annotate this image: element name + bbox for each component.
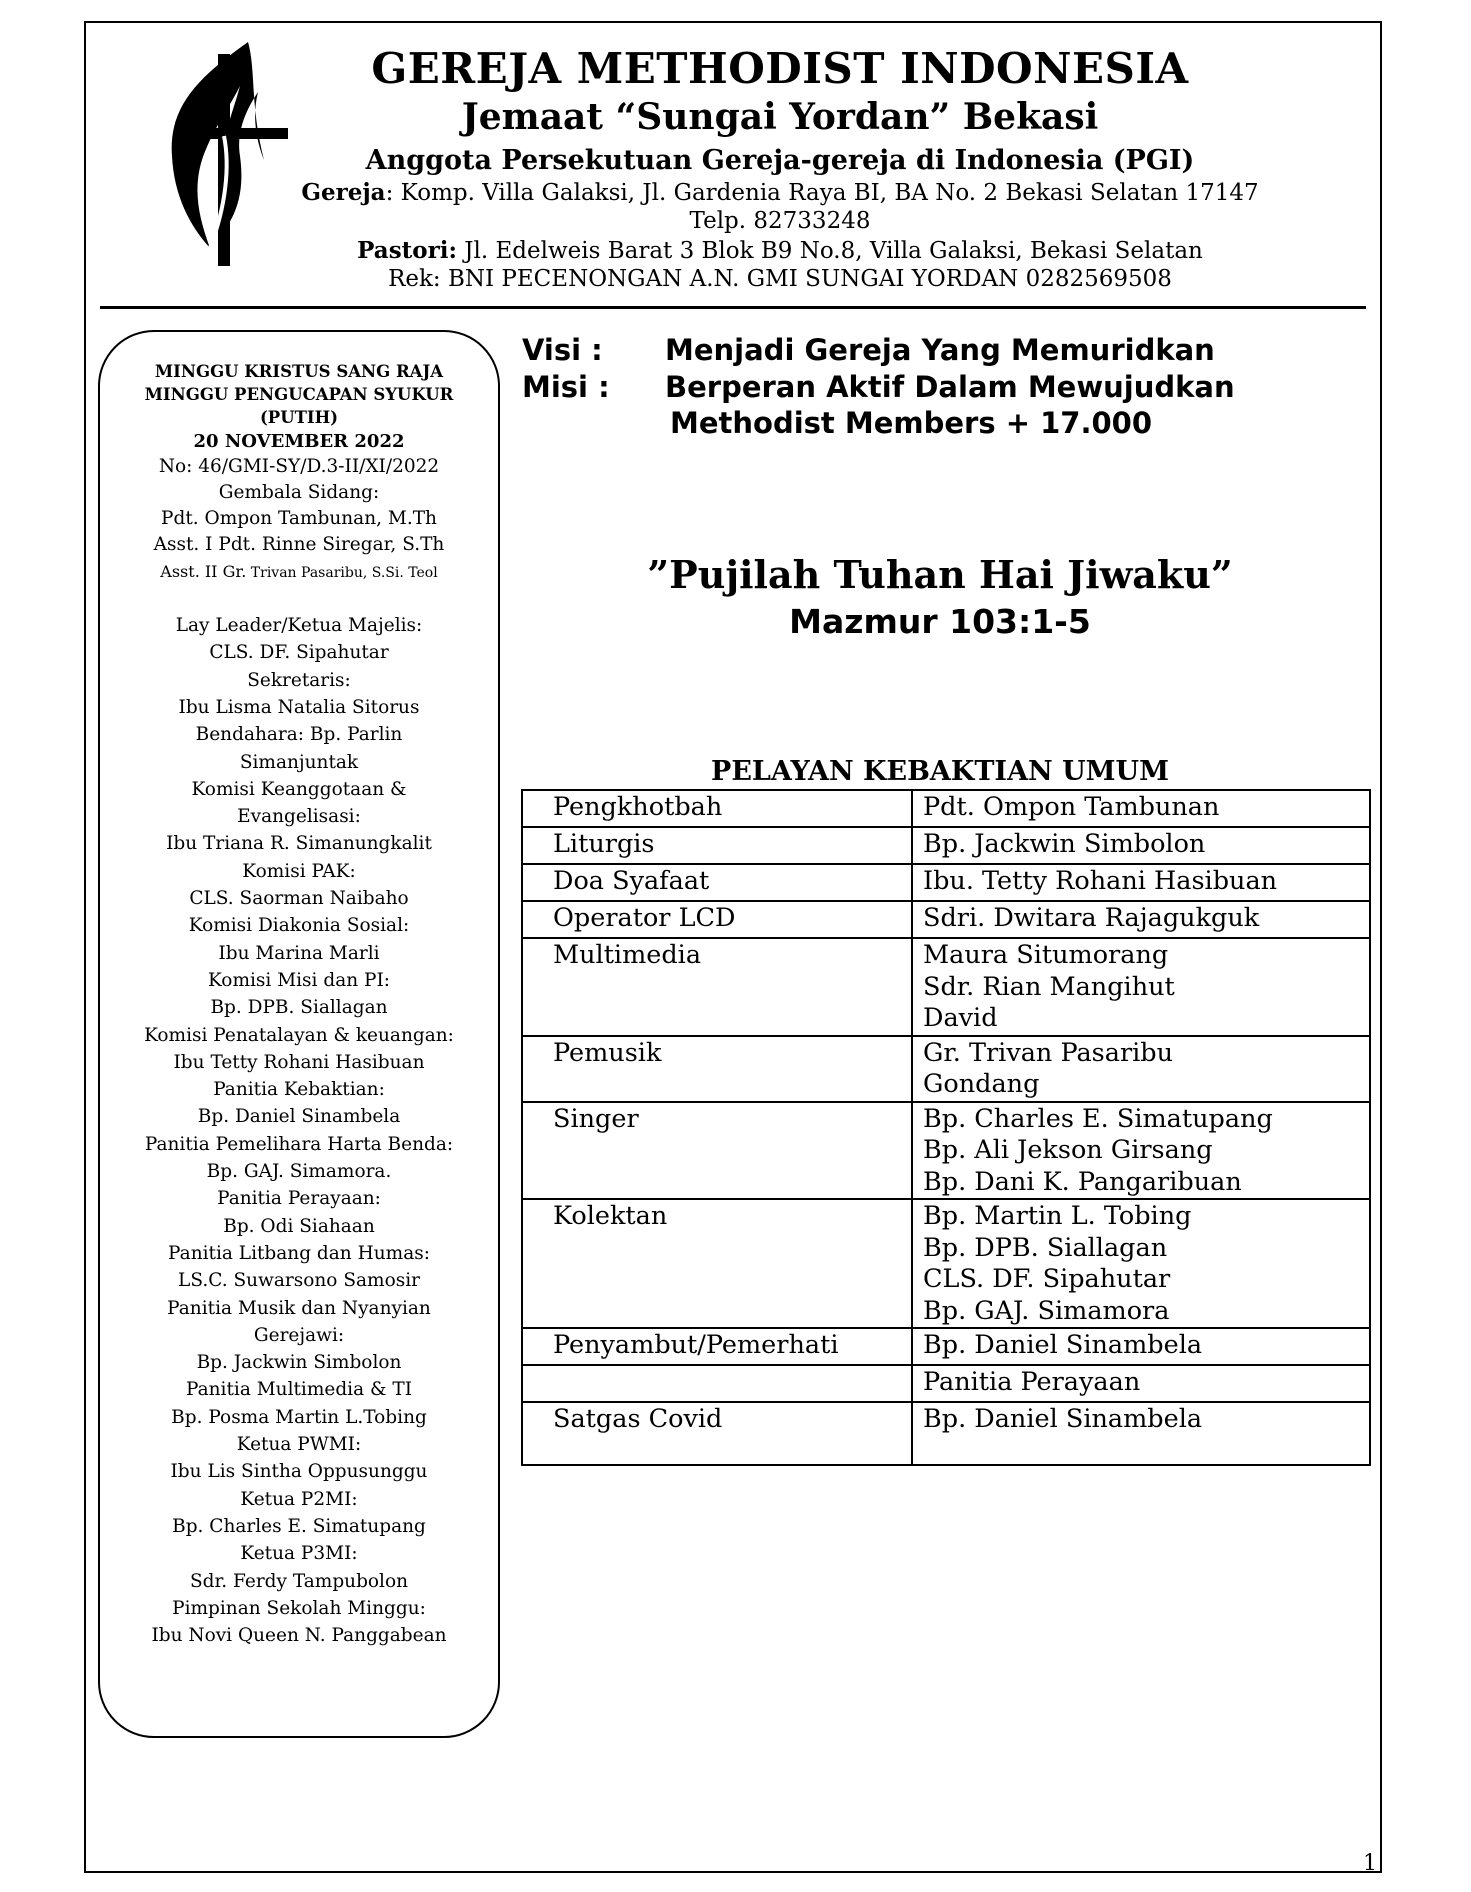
sidebar-staff-line: Komisi Diakonia Sosial: xyxy=(188,915,410,937)
bank-account: Rek: BNI PECENONGAN A.N. GMI SUNGAI YORDAN 0282569508 xyxy=(388,266,1172,292)
service-row xyxy=(522,864,1370,901)
sidebar-staff-line: Pimpinan Sekolah Minggu: xyxy=(172,1597,426,1619)
misi-label: Misi : xyxy=(522,370,610,404)
service-name: Panitia Perayaan xyxy=(923,1367,1141,1397)
sidebar-staff-line: Panitia Litbang dan Humas: xyxy=(168,1242,430,1264)
sidebar-date: 20 NOVEMBER 2022 xyxy=(193,431,405,452)
sidebar-staff-line: Ibu Lisma Natalia Sitorus xyxy=(178,696,420,718)
sidebar-staff-line: Bp. Daniel Sinambela xyxy=(197,1106,401,1128)
sidebar-staff-line: Panitia Perayaan: xyxy=(217,1188,381,1210)
service-name: Maura Situmorang xyxy=(923,940,1169,970)
sidebar-staff-line: Gerejawi: xyxy=(253,1324,345,1346)
sidebar-asst2-name: Trivan Pasaribu, S.Si. Teol xyxy=(246,565,438,581)
church-address-text: : Komp. Villa Galaksi, Jl. Gardenia Raya BI, BA No. 2 Bekasi Selatan 17147 xyxy=(385,180,1259,206)
sidebar-staff-line: CLS. DF. Sipahutar xyxy=(209,642,389,664)
service-role: Satgas Covid xyxy=(522,1402,912,1465)
congregation-name: Jemaat “Sungai Yordan” Bekasi xyxy=(461,96,1099,138)
service-row xyxy=(522,790,1370,827)
membership-line: Anggota Persekutuan Gereja-gereja di Indonesia (PGI) xyxy=(365,145,1195,176)
header-divider xyxy=(100,306,1366,309)
sidebar-asst2-label: Asst. II Gr. xyxy=(160,562,247,581)
sidebar-staff-line: Ketua P2MI: xyxy=(240,1488,358,1510)
sidebar-staff-line: Bp. Posma Martin L.Tobing xyxy=(171,1406,427,1428)
service-names xyxy=(912,1102,1370,1200)
service-row xyxy=(522,1199,1370,1328)
sidebar-staff-line: Panitia Pemelihara Harta Benda: xyxy=(144,1133,454,1155)
service-name: Sdr. Rian Mangihut xyxy=(923,971,1175,1002)
service-table-title: PELAYAN KEBAKTIAN UMUM xyxy=(711,756,1169,787)
sidebar-number: No: 46/GMI-SY/D.3-II/XI/2022 xyxy=(158,456,440,477)
service-names xyxy=(912,1365,1370,1402)
sidebar-staff-line: CLS. Saorman Naibaho xyxy=(189,888,409,909)
church-label: Gereja xyxy=(301,179,386,206)
service-name: Bp. Daniel Sinambela xyxy=(923,1404,1203,1434)
service-row xyxy=(522,1102,1370,1200)
sidebar-line: Asst. I Pdt. Rinne Siregar, S.Th xyxy=(153,534,445,555)
service-role: Pengkhotbah xyxy=(522,790,912,827)
service-name: Pdt. Ompon Tambunan xyxy=(923,792,1220,822)
sidebar-staff-line: Ibu Novi Queen N. Panggabean xyxy=(151,1625,447,1647)
service-names xyxy=(912,1328,1370,1365)
sidebar-staff-line: Ketua P3MI: xyxy=(240,1543,358,1565)
sidebar-staff-line: Komisi Keanggotaan & xyxy=(191,778,407,800)
service-role: Multimedia xyxy=(522,938,912,1036)
sidebar-staff-line: Lay Leader/Ketua Majelis: xyxy=(175,615,423,636)
sidebar-staff-line: LS.C. Suwarsono Samosir xyxy=(178,1270,420,1292)
service-row xyxy=(522,827,1370,864)
service-names xyxy=(912,864,1370,901)
service-role: Doa Syafaat xyxy=(522,864,912,901)
service-name: Sdri. Dwitara Rajagukguk xyxy=(923,903,1260,933)
service-row xyxy=(522,901,1370,938)
service-name: Bp. Dani K. Pangaribuan xyxy=(923,1166,1242,1197)
service-row xyxy=(522,938,1370,1036)
service-names xyxy=(912,1402,1370,1465)
service-names xyxy=(912,1036,1370,1102)
service-names xyxy=(912,938,1370,1036)
service-names xyxy=(912,790,1370,827)
misi-text-1: Berperan Aktif Dalam Mewujudkan xyxy=(665,370,1235,404)
sidebar-staff-line: Ketua PWMI: xyxy=(236,1434,362,1455)
sidebar-staff-line: Simanjuntak xyxy=(239,751,359,773)
sidebar-staff-line: Ibu Triana R. Simanungkalit xyxy=(166,833,432,855)
service-names xyxy=(912,1199,1370,1328)
service-name: CLS. DF. Sipahutar xyxy=(923,1264,1171,1294)
service-row xyxy=(522,1402,1370,1465)
service-table xyxy=(521,789,1371,1466)
sidebar-staff-line: Komisi Penatalayan & keuangan: xyxy=(144,1024,454,1046)
phone: Telp. 82733248 xyxy=(689,208,871,234)
sidebar-staff-line: Bendahara: Bp. Parlin xyxy=(195,724,403,746)
service-row xyxy=(522,1328,1370,1365)
service-role: Penyambut/Pemerhati xyxy=(522,1328,912,1365)
service-row xyxy=(522,1365,1370,1402)
sidebar-staff-line: Bp. Odi Siahaan xyxy=(223,1215,375,1237)
service-name: Gondang xyxy=(923,1069,1040,1099)
bible-verse: Mazmur 103:1-5 xyxy=(789,602,1091,641)
service-role: Operator LCD xyxy=(522,901,912,938)
church-title: GEREJA METHODIST INDONESIA xyxy=(371,44,1189,93)
service-name: Gr. Trivan Pasaribu xyxy=(923,1037,1174,1068)
service-name: Bp. DPB. Siallagan xyxy=(923,1232,1168,1263)
sidebar-staff-line: Panitia Musik dan Nyanyian xyxy=(167,1297,431,1319)
service-name: David xyxy=(923,1003,998,1033)
service-role: Liturgis xyxy=(522,827,912,864)
sidebar-asst2 xyxy=(98,562,500,581)
service-role xyxy=(522,1365,912,1402)
service-role: Singer xyxy=(522,1102,912,1200)
sidebar-staff-line: Evangelisasi: xyxy=(237,806,361,828)
sidebar-staff-line: Ibu Marina Marli xyxy=(218,942,380,964)
visi-text: Menjadi Gereja Yang Memuridkan xyxy=(665,333,1215,367)
sidebar-staff-line: Ibu Tetty Rohani Hasibuan xyxy=(173,1051,425,1073)
sidebar-staff-line: Ibu Lis Sintha Oppusunggu xyxy=(170,1461,428,1483)
sidebar-line: Pdt. Ompon Tambunan, M.Th xyxy=(161,508,437,529)
parsonage-label: Pastori: xyxy=(357,237,457,264)
sidebar-heading-3: (PUTIH) xyxy=(260,408,338,427)
church-address xyxy=(240,179,1320,206)
sidebar-staff-line: Panitia Kebaktian: xyxy=(213,1079,385,1101)
misi-text-2: Methodist Members + 17.000 xyxy=(670,406,1153,440)
service-row xyxy=(522,1036,1370,1102)
service-name: Bp. Charles E. Simatupang xyxy=(923,1103,1273,1134)
sidebar-staff-line: Bp. DPB. Siallagan xyxy=(210,997,388,1019)
service-names xyxy=(912,901,1370,938)
sermon-theme: ”Pujilah Tuhan Hai Jiwaku” xyxy=(647,552,1233,597)
service-name: Ibu. Tetty Rohani Hasibuan xyxy=(923,866,1278,896)
sidebar-staff-line: Sdr. Ferdy Tampubolon xyxy=(189,1570,409,1592)
sidebar-staff-line: Komisi Misi dan PI: xyxy=(207,969,391,991)
service-name: Bp. Martin L. Tobing xyxy=(923,1201,1192,1231)
sidebar-staff-line: Bp. GAJ. Simamora. xyxy=(206,1161,392,1182)
service-name: Bp. GAJ. Simamora xyxy=(923,1295,1170,1326)
sidebar-staff-line: Bp. Charles E. Simatupang xyxy=(172,1515,426,1537)
sidebar-staff-line: Bp. Jackwin Simbolon xyxy=(196,1352,402,1374)
sidebar-staff-line: Komisi PAK: xyxy=(242,860,356,882)
page-number: 1 xyxy=(1363,1851,1377,1876)
parsonage-address-text: Jl. Edelweis Barat 3 Blok B9 No.8, Villa Galaksi, Bekasi Selatan xyxy=(456,238,1203,264)
service-name: Bp. Jackwin Simbolon xyxy=(923,829,1206,859)
service-name: Bp. Ali Jekson Girsang xyxy=(923,1135,1213,1165)
sidebar-staff-line: Panitia Multimedia & TI xyxy=(185,1379,413,1401)
sidebar-line: Gembala Sidang: xyxy=(218,482,380,503)
service-name: Bp. Daniel Sinambela xyxy=(923,1330,1203,1360)
service-role: Kolektan xyxy=(522,1199,912,1328)
service-role: Pemusik xyxy=(522,1036,912,1102)
sidebar-staff-line: Sekretaris: xyxy=(247,669,351,691)
sidebar-heading-2: MINGGU PENGUCAPAN SYUKUR xyxy=(144,385,454,404)
service-names xyxy=(912,827,1370,864)
parsonage-address xyxy=(240,237,1320,264)
sidebar-heading-1: MINGGU KRISTUS SANG RAJA xyxy=(154,362,444,381)
visi-label: Visi : xyxy=(522,333,603,367)
